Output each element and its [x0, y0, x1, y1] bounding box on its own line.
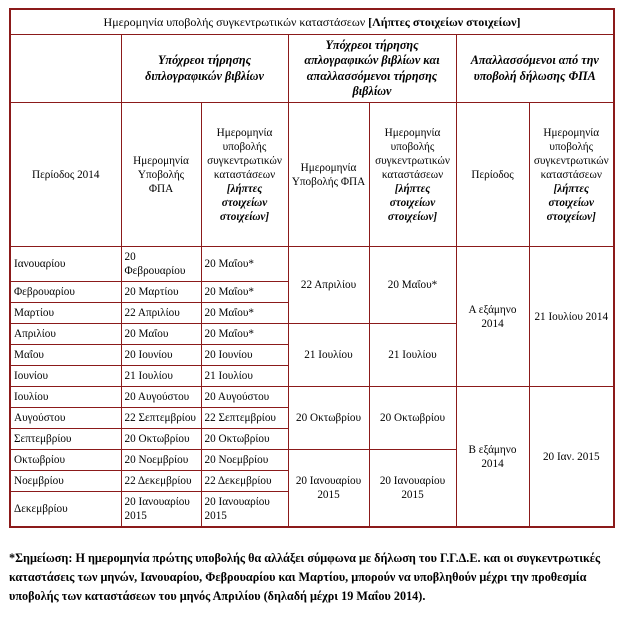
month-cell: Σεπτεμβρίου	[10, 429, 121, 450]
quarter-vat-cell: 22 Απριλίου	[288, 247, 369, 324]
caption-text: Ημερομηνία υποβολής συγκεντρωτικών καταστάσεων	[103, 14, 366, 29]
header-vat-date-2: Ημερομηνία Υποβολής ΦΠΑ	[288, 103, 369, 247]
vat-date-cell: 20 Ιουνίου	[121, 345, 201, 366]
summary-date-cell: 20 Οκτωβρίου	[201, 429, 288, 450]
quarter-summary-cell: 20 Ιανουαρίου 2015	[369, 450, 456, 528]
quarter-vat-cell: 20 Οκτωβρίου	[288, 387, 369, 450]
quarter-summary-cell: 20 Οκτωβρίου	[369, 387, 456, 450]
header-summary-text-3: Ημερομηνία υποβολής συγκεντρωτικών καταστάσεων	[533, 126, 609, 181]
half-period-cell: Α εξάμηνο 2014	[456, 247, 529, 387]
month-cell: Ιουλίου	[10, 387, 121, 408]
summary-date-cell: 20 Μαΐου*	[201, 303, 288, 324]
header-summary-text-2: Ημερομηνία υποβολής συγκεντρωτικών καταστάσεων	[375, 126, 450, 181]
header-summary-date	[201, 103, 288, 247]
summary-date-cell: 20 Ιανουαρίου 2015	[201, 492, 288, 528]
group-header-single-entry: Υπόχρεοι τήρησης απλογραφικών βιβλίων και απαλλασσόμενοι τήρησης βιβλίων	[288, 35, 456, 103]
header-summary-bold-3: [λήπτες στοιχείων στοιχείων]	[546, 182, 596, 223]
month-cell: Οκτωβρίου	[10, 450, 121, 471]
month-cell: Απριλίου	[10, 324, 121, 345]
month-cell: Μαΐου	[10, 345, 121, 366]
half-period-cell: Β εξάμηνο 2014	[456, 387, 529, 528]
vat-date-cell: 20 Μαρτίου	[121, 282, 201, 303]
half-summary-cell: 21 Ιουλίου 2014	[529, 247, 614, 387]
summary-date-cell: 20 Ιουνίου	[201, 345, 288, 366]
submission-dates-document	[9, 8, 613, 528]
month-cell: Φεβρουαρίου	[10, 282, 121, 303]
vat-date-cell: 20 Οκτωβρίου	[121, 429, 201, 450]
summary-date-cell: 22 Δεκεμβρίου	[201, 471, 288, 492]
header-summary-bold-2: [λήπτες στοιχείων στοιχείων]	[387, 182, 438, 223]
header-exempt-period: Περίοδος	[456, 103, 529, 247]
caption-bold: [Λήπτες στοιχείων στοιχείων]	[368, 14, 521, 29]
vat-date-cell: 20 Μαΐου	[121, 324, 201, 345]
corner-empty-cell	[10, 35, 121, 103]
month-cell: Ιανουαρίου	[10, 247, 121, 282]
month-cell: Μαρτίου	[10, 303, 121, 324]
header-summary-date-2	[369, 103, 456, 247]
quarter-summary-cell: 20 Μαΐου*	[369, 247, 456, 324]
half-summary-cell: 20 Ιαν. 2015	[529, 387, 614, 528]
month-cell: Νοεμβρίου	[10, 471, 121, 492]
summary-date-cell: 22 Σεπτεμβρίου	[201, 408, 288, 429]
quarter-vat-cell: 21 Ιουλίου	[288, 324, 369, 387]
summary-date-cell: 20 Μαΐου*	[201, 324, 288, 345]
table-row	[10, 387, 614, 408]
summary-date-cell: 21 Ιουλίου	[201, 366, 288, 387]
table-row	[10, 247, 614, 282]
summary-date-cell: 20 Μαΐου*	[201, 282, 288, 303]
month-cell: Ιουνίου	[10, 366, 121, 387]
vat-date-cell: 20 Νοεμβρίου	[121, 450, 201, 471]
footnote: *Σημείωση: Η ημερομηνία πρώτης υποβολής θα αλλάξει σύμφωνα με δήλωση του Γ.Γ.Δ.Ε. και οι συγκεντρωτικές καταστάσεις των μηνών, Ιανουαρίου, Φεβρουαρίου και Μαρτίου, μπορούν να υποβληθούν μέχρι την προθεσμία υποβολής των καταστάσεων του μηνός Απριλίου (δηλαδή μέχρι 19 Μαΐου 2014).	[9, 551, 601, 603]
vat-date-cell: 20 Αυγούστου	[121, 387, 201, 408]
month-cell: Δεκεμβρίου	[10, 492, 121, 528]
header-summary-bold: [λήπτες στοιχείων στοιχείων]	[219, 182, 270, 223]
quarter-vat-cell: 20 Ιανουαρίου 2015	[288, 450, 369, 528]
summary-date-cell: 20 Νοεμβρίου	[201, 450, 288, 471]
vat-date-cell: 20 Ιανουαρίου 2015	[121, 492, 201, 528]
vat-date-cell: 22 Απριλίου	[121, 303, 201, 324]
group-header-vat-exempt: Απαλλασσόμενοι από την υποβολή δήλωσης ΦΠΑ	[456, 35, 614, 103]
vat-date-cell: 22 Σεπτεμβρίου	[121, 408, 201, 429]
month-cell: Αυγούστου	[10, 408, 121, 429]
group-header-double-entry: Υπόχρεοι τήρησης διπλογραφικών βιβλίων	[121, 35, 288, 103]
submission-dates-table	[9, 8, 615, 528]
summary-date-cell: 20 Αυγούστου	[201, 387, 288, 408]
quarter-summary-cell: 21 Ιουλίου	[369, 324, 456, 387]
summary-date-cell: 20 Μαΐου*	[201, 247, 288, 282]
header-summary-date-3	[529, 103, 614, 247]
header-summary-text: Ημερομηνία υποβολής συγκεντρωτικών καταστάσεων	[207, 126, 282, 181]
header-period: Περίοδος 2014	[10, 103, 121, 247]
vat-date-cell: 20 Φεβρουαρίου	[121, 247, 201, 282]
header-vat-date: Ημερομηνία Υποβολής ΦΠΑ	[121, 103, 201, 247]
vat-date-cell: 22 Δεκεμβρίου	[121, 471, 201, 492]
vat-date-cell: 21 Ιουλίου	[121, 366, 201, 387]
table-caption	[10, 9, 614, 35]
